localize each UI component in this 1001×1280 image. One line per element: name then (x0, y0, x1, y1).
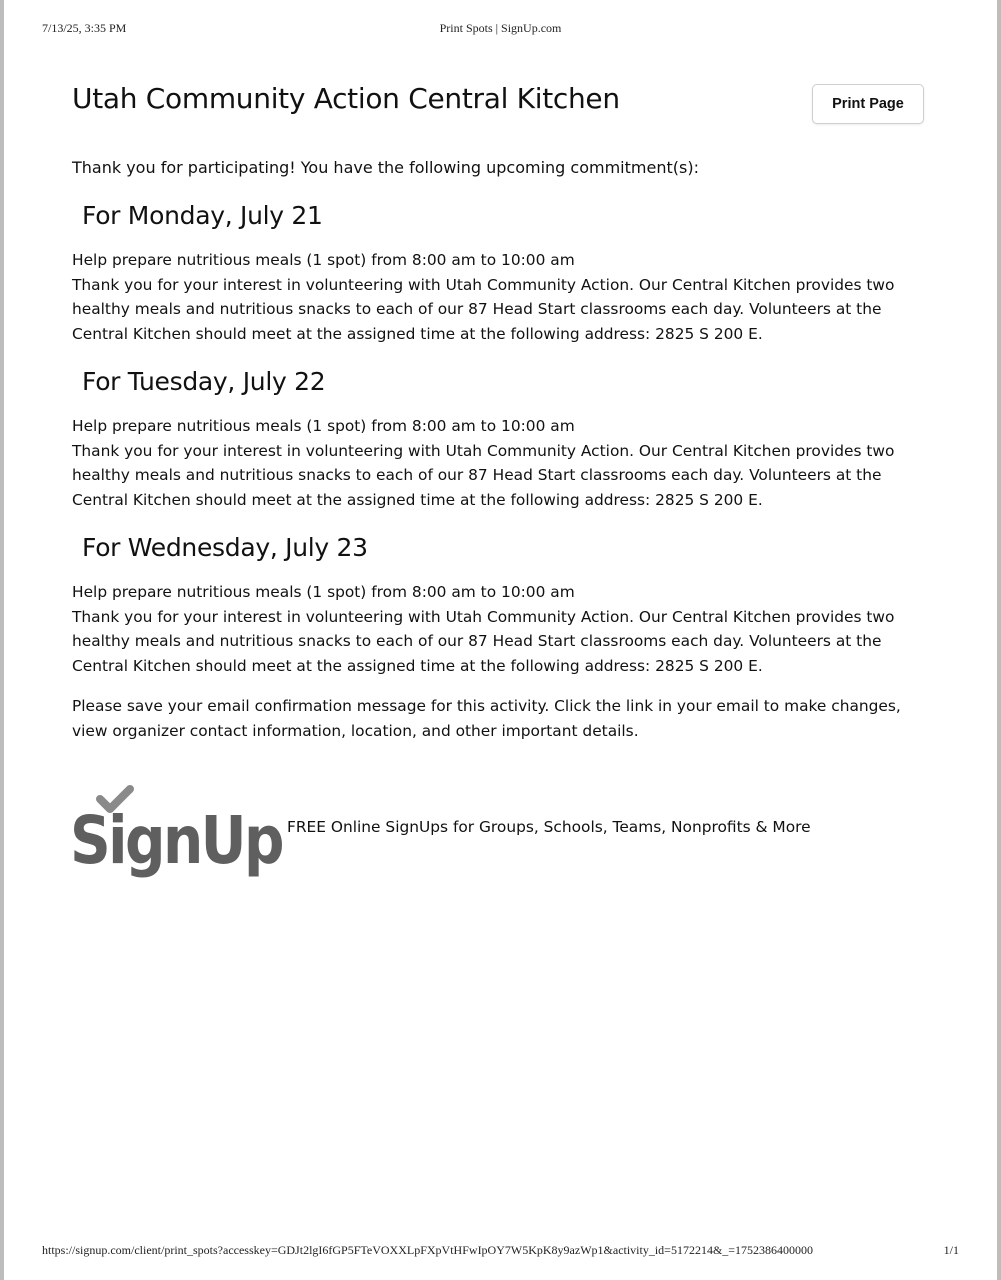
commitment-date-heading: For Tuesday, July 22 (82, 367, 326, 396)
save-confirmation-note: Please save your email confirmation message for this activity. Click the link in your email to make changes, view organizer contact information, location, and other important details. (72, 697, 901, 740)
logo-text: SignUp (70, 802, 283, 879)
title-row (72, 80, 932, 130)
commitment-date-heading: For Monday, July 21 (82, 201, 323, 230)
footer-brand (70, 785, 870, 885)
commitment-details (72, 248, 932, 346)
commitment-details (72, 414, 932, 512)
slot-description: Thank you for your interest in volunteering with Utah Community Action. Our Central Kitchen provides two healthy meals and nutritious snacks to each of our 87 Head Start classrooms each day. Volunteers at the Central Kitchen should meet at the assigned time at the following address: 2825 S 200 E. (72, 607, 895, 675)
slot-line: Help prepare nutritious meals (1 spot) from 8:00 am to 10:00 am (72, 417, 575, 435)
main-content (72, 80, 932, 743)
intro-text: Thank you for participating! You have the following upcoming commitment(s): (72, 158, 699, 177)
brand-tagline: FREE Online SignUps for Groups, Schools, Teams, Nonprofits & More (287, 818, 811, 836)
print-header (42, 21, 959, 37)
slot-description: Thank you for your interest in volunteering with Utah Community Action. Our Central Kitchen provides two healthy meals and nutritious snacks to each of our 87 Head Start classrooms each day. Volunteers at the Central Kitchen should meet at the assigned time at the following address: 2825 S 200 E. (72, 275, 895, 343)
slot-line: Help prepare nutritious meals (1 spot) from 8:00 am to 10:00 am (72, 583, 575, 601)
print-url: https://signup.com/client/print_spots?accesskey=GDJt2lgI6fGP5FTeVOXXLpFXpVtHFwIpOY7W5KpK8y9azWp1&activity_id=5172214&_=1752386400000 (42, 1243, 814, 1257)
page-title: Utah Community Action Central Kitchen (72, 82, 620, 115)
print-document-title: Print Spots | SignUp.com (439, 21, 562, 35)
slot-line: Help prepare nutritious meals (1 spot) from 8:00 am to 10:00 am (72, 251, 575, 269)
print-date: 7/13/25, 3:35 PM (42, 21, 127, 35)
commitment-block (72, 528, 932, 678)
signup-logo (70, 785, 285, 877)
commitment-date-heading: For Wednesday, July 23 (82, 533, 368, 562)
page-edge-left (0, 0, 4, 1280)
commitment-block (72, 362, 932, 512)
commitment-details (72, 580, 932, 678)
print-page-button[interactable]: Print Page (812, 84, 924, 124)
page-edge-right (997, 0, 1001, 1280)
page-count: 1/1 (943, 1243, 959, 1257)
slot-description: Thank you for your interest in volunteering with Utah Community Action. Our Central Kitchen provides two healthy meals and nutritious snacks to each of our 87 Head Start classrooms each day. Volunteers at the Central Kitchen should meet at the assigned time at the following address: 2825 S 200 E. (72, 441, 895, 509)
commitment-block (72, 196, 932, 346)
